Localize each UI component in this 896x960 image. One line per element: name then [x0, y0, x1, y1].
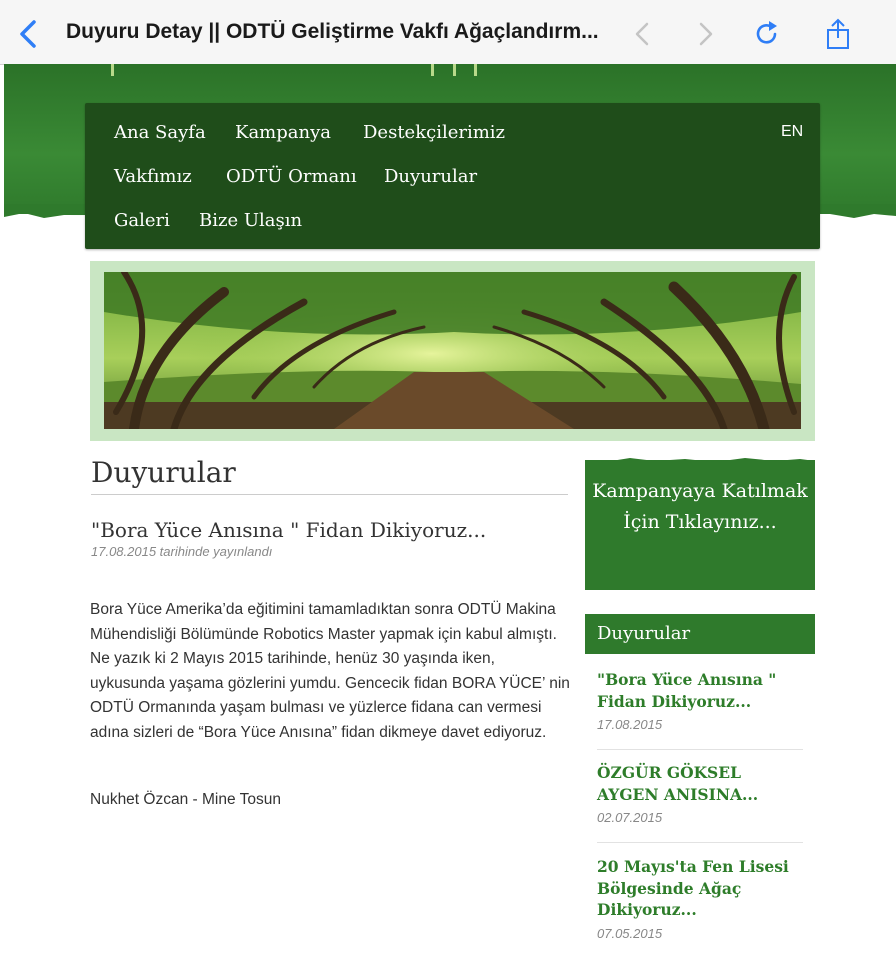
sidebar-news-item: [597, 669, 807, 732]
nav-odtu-ormani[interactable]: ODTÜ Ormanı: [226, 166, 357, 187]
sidebar-news-link[interactable]: 20 Mayıs'ta Fen Lisesi Bölgesinde Ağaç Dikiyoruz...: [597, 857, 789, 919]
campaign-button[interactable]: [585, 460, 815, 590]
reload-icon[interactable]: [752, 18, 782, 50]
nav-kampanya[interactable]: Kampanya: [235, 122, 331, 143]
nav-duyurular[interactable]: Duyurular: [384, 166, 478, 187]
nav-destekcilerimiz[interactable]: Destekçilerimiz: [363, 122, 506, 143]
decoration: [474, 64, 477, 76]
browser-toolbar: [0, 0, 896, 65]
nav-galeri[interactable]: Galeri: [114, 210, 170, 231]
sidebar-news-item: [597, 856, 807, 941]
section-title: Duyurular: [91, 456, 236, 489]
divider: [91, 494, 568, 495]
post-body: Bora Yüce Amerika’da eğitimini tamamladıktan sonra ODTÜ Makina Mühendisliği Bölümünde Robotics Master yapmak için kabul almıştı. Ne yazık ki 2 Mayıs 2015 tarihinde, henüz 30 yaşında iken, uykusunda yaşama gözlerini yumdu. Gencecik fidan BORA YÜCE’ nin ODTÜ Ormanında yaşam bulması ve yüzlerce fidana can vermesi adına sizleri de “Bora Yüce Anısına” fidan dikmeye davet ediyoruz.: [90, 601, 570, 741]
share-icon[interactable]: [824, 18, 854, 50]
sidebar-news-item: [597, 762, 807, 825]
decoration: [431, 64, 434, 76]
sidebar-news-date: 02.07.2015: [597, 810, 663, 825]
campaign-text: Kampanyaya Katılmak İçin Tıklayınız...: [592, 480, 808, 533]
language-switch[interactable]: EN: [781, 123, 804, 140]
post-date: 17.08.2015 tarihinde yayınlandı: [91, 544, 273, 559]
hero-banner: [90, 261, 815, 441]
sidebar-header: [585, 614, 815, 654]
web-page: [4, 64, 896, 960]
main-nav: [85, 103, 820, 249]
sidebar-news-link[interactable]: ÖZGÜR GÖKSEL AYGEN ANISINA...: [597, 763, 759, 804]
chevron-right-icon[interactable]: [690, 18, 720, 50]
torn-edge: [585, 456, 815, 466]
sidebar-news-date: 17.08.2015: [597, 717, 663, 732]
divider: [597, 842, 803, 843]
divider: [597, 749, 803, 750]
post-signature: Nukhet Özcan - Mine Tosun: [90, 791, 281, 808]
decoration: [453, 64, 456, 76]
nav-ana-sayfa[interactable]: Ana Sayfa: [114, 122, 206, 143]
chevron-left-icon[interactable]: [628, 18, 658, 50]
post-title: "Bora Yüce Anısına " Fidan Dikiyoruz...: [91, 518, 487, 542]
nav-bize-ulasin[interactable]: Bize Ulaşın: [199, 210, 303, 231]
page-title: Duyuru Detay || ODTÜ Geliştirme Vakfı Ağaçlandırm...: [66, 20, 599, 43]
back-icon[interactable]: [14, 18, 42, 50]
decoration: [111, 64, 114, 76]
sidebar-news-link[interactable]: "Bora Yüce Anısına " Fidan Dikiyoruz...: [597, 670, 777, 711]
sidebar-header-title: Duyurular: [597, 623, 691, 644]
sidebar-news-date: 07.05.2015: [597, 925, 663, 941]
nav-vakfimiz[interactable]: Vakfımız: [114, 166, 192, 187]
forest-image: [104, 272, 801, 429]
